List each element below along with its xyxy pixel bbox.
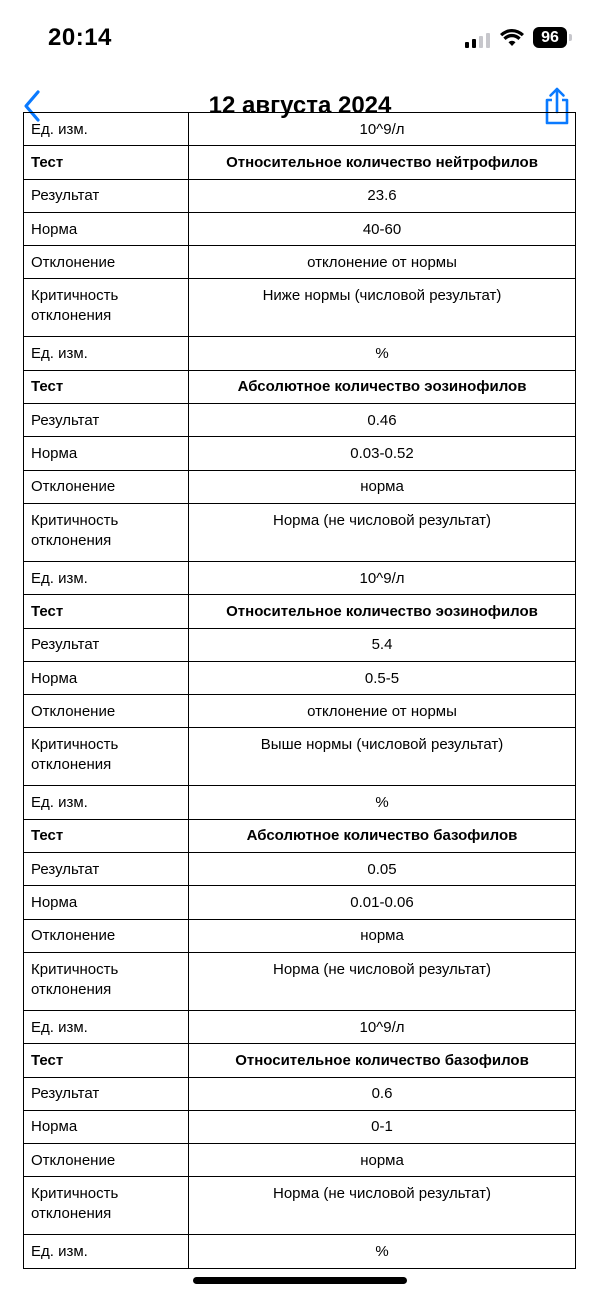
deviation-label: Отклонение <box>24 246 189 279</box>
result-label: Результат <box>24 404 189 437</box>
unit-value: 10^9/л <box>189 1010 576 1043</box>
result-label: Результат <box>24 179 189 212</box>
result-row <box>24 628 576 661</box>
norm-label: Норма <box>24 661 189 694</box>
deviation-value: отклонение от нормы <box>189 695 576 728</box>
test-name: Абсолютное количество эозинофилов <box>189 370 576 403</box>
unit-row <box>24 786 576 819</box>
norm-label: Норма <box>24 886 189 919</box>
deviation-label: Отклонение <box>24 695 189 728</box>
unit-row <box>24 337 576 370</box>
result-value: 0.46 <box>189 404 576 437</box>
deviation-value: отклонение от нормы <box>189 246 576 279</box>
test-header-row <box>24 1044 576 1077</box>
result-value: 0.05 <box>189 853 576 886</box>
test-name: Относительное количество нейтрофилов <box>189 146 576 179</box>
norm-value: 0.03-0.52 <box>189 437 576 470</box>
criticality-label: Критичность отклонения <box>24 952 189 1010</box>
unit-label: Ед. изм. <box>24 1235 189 1268</box>
criticality-label: Критичность отклонения <box>24 728 189 786</box>
row-value: 10^9/л <box>189 113 576 146</box>
criticality-row <box>24 952 576 1010</box>
status-time: 20:14 <box>48 24 112 51</box>
unit-label: Ед. изм. <box>24 561 189 594</box>
home-indicator[interactable] <box>193 1277 407 1284</box>
norm-label: Норма <box>24 1110 189 1143</box>
deviation-row <box>24 695 576 728</box>
test-header-row <box>24 370 576 403</box>
criticality-value: Норма (не числовой результат) <box>189 1177 576 1235</box>
result-label: Результат <box>24 853 189 886</box>
test-header-row <box>24 595 576 628</box>
unit-label: Ед. изм. <box>24 786 189 819</box>
norm-row <box>24 1110 576 1143</box>
result-label: Результат <box>24 1077 189 1110</box>
unit-value: 10^9/л <box>189 561 576 594</box>
test-label: Тест <box>24 1044 189 1077</box>
test-label: Тест <box>24 819 189 852</box>
norm-label: Норма <box>24 212 189 245</box>
deviation-value: норма <box>189 919 576 952</box>
status-bar <box>0 0 600 80</box>
norm-row <box>24 886 576 919</box>
norm-value: 0-1 <box>189 1110 576 1143</box>
result-row <box>24 404 576 437</box>
test-name: Относительное количество базофилов <box>189 1044 576 1077</box>
criticality-label: Критичность отклонения <box>24 279 189 337</box>
results-table <box>23 112 576 1269</box>
deviation-label: Отклонение <box>24 470 189 503</box>
test-header-row <box>24 146 576 179</box>
deviation-label: Отклонение <box>24 919 189 952</box>
row-label: Ед. изм. <box>24 113 189 146</box>
result-row <box>24 853 576 886</box>
norm-value: 40-60 <box>189 212 576 245</box>
unit-row <box>24 1235 576 1268</box>
unit-row <box>24 561 576 594</box>
criticality-value: Норма (не числовой результат) <box>189 503 576 561</box>
test-label: Тест <box>24 595 189 628</box>
norm-row <box>24 212 576 245</box>
criticality-row <box>24 1177 576 1235</box>
norm-value: 0.5-5 <box>189 661 576 694</box>
result-value: 23.6 <box>189 179 576 212</box>
result-value: 5.4 <box>189 628 576 661</box>
deviation-row <box>24 470 576 503</box>
page-title: 12 августа 2024 <box>208 92 392 119</box>
criticality-label: Критичность отклонения <box>24 503 189 561</box>
unit-value: % <box>189 786 576 819</box>
criticality-value: Норма (не числовой результат) <box>189 952 576 1010</box>
test-name: Относительное количество эозинофилов <box>189 595 576 628</box>
test-label: Тест <box>24 370 189 403</box>
deviation-value: норма <box>189 470 576 503</box>
criticality-row <box>24 728 576 786</box>
table-row-partial <box>24 113 576 146</box>
test-header-row <box>24 819 576 852</box>
wifi-icon <box>500 28 524 48</box>
battery-tip <box>569 34 572 41</box>
deviation-row <box>24 1144 576 1177</box>
unit-value: % <box>189 1235 576 1268</box>
cellular-signal-icon <box>465 32 491 48</box>
deviation-value: норма <box>189 1144 576 1177</box>
results-scroll-area[interactable] <box>0 120 600 1261</box>
deviation-label: Отклонение <box>24 1144 189 1177</box>
norm-row <box>24 437 576 470</box>
deviation-row <box>24 246 576 279</box>
norm-value: 0.01-0.06 <box>189 886 576 919</box>
result-row <box>24 1077 576 1110</box>
test-name: Абсолютное количество базофилов <box>189 819 576 852</box>
criticality-label: Критичность отклонения <box>24 1177 189 1235</box>
unit-value: % <box>189 337 576 370</box>
norm-row <box>24 661 576 694</box>
unit-label: Ед. изм. <box>24 337 189 370</box>
criticality-value: Выше нормы (числовой результат) <box>189 728 576 786</box>
deviation-row <box>24 919 576 952</box>
criticality-value: Ниже нормы (числовой результат) <box>189 279 576 337</box>
unit-row <box>24 1010 576 1043</box>
result-row <box>24 179 576 212</box>
result-value: 0.6 <box>189 1077 576 1110</box>
test-label: Тест <box>24 146 189 179</box>
result-label: Результат <box>24 628 189 661</box>
criticality-row <box>24 279 576 337</box>
unit-label: Ед. изм. <box>24 1010 189 1043</box>
norm-label: Норма <box>24 437 189 470</box>
criticality-row <box>24 503 576 561</box>
battery-indicator: 96 <box>533 27 567 48</box>
